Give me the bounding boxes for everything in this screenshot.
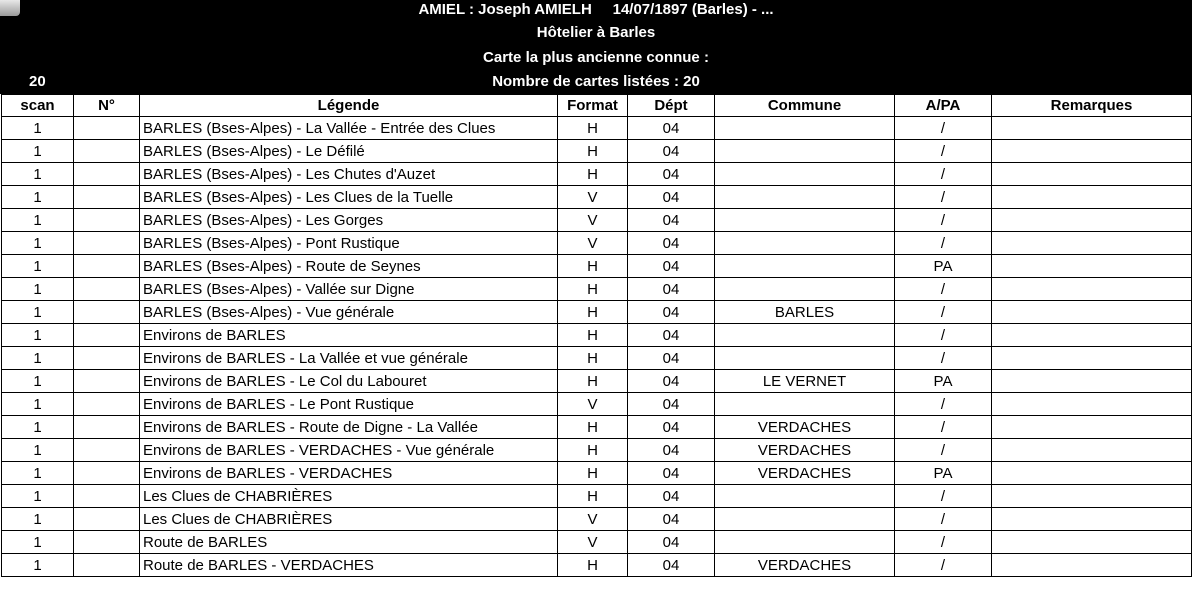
sheet-header xyxy=(0,0,1192,94)
remarks-cell[interactable] xyxy=(992,347,1192,370)
apa-cell[interactable]: / xyxy=(895,416,992,439)
number-cell[interactable] xyxy=(74,347,140,370)
table-row xyxy=(2,324,1192,347)
commune-cell[interactable]: VERDACHES xyxy=(715,554,895,577)
scan-cell[interactable]: 1 xyxy=(2,140,74,163)
legend-cell[interactable]: BARLES (Bses-Alpes) - Les Chutes d'Auzet xyxy=(140,163,558,186)
dept-cell[interactable]: 04 xyxy=(628,278,715,301)
scan-cell[interactable]: 1 xyxy=(2,439,74,462)
format-cell[interactable]: H xyxy=(558,485,628,508)
remarks-cell[interactable] xyxy=(992,485,1192,508)
format-cell[interactable]: H xyxy=(558,140,628,163)
scan-cell[interactable]: 1 xyxy=(2,370,74,393)
remarks-cell[interactable] xyxy=(992,393,1192,416)
dept-cell[interactable]: 04 xyxy=(628,393,715,416)
number-cell[interactable] xyxy=(74,416,140,439)
format-cell[interactable]: H xyxy=(558,117,628,140)
scan-cell[interactable]: 1 xyxy=(2,347,74,370)
remarks-cell[interactable] xyxy=(992,209,1192,232)
number-cell[interactable] xyxy=(74,232,140,255)
column-header[interactable]: Format xyxy=(558,95,628,117)
number-cell[interactable] xyxy=(74,531,140,554)
number-cell[interactable] xyxy=(74,370,140,393)
dept-cell[interactable]: 04 xyxy=(628,416,715,439)
number-cell[interactable] xyxy=(74,255,140,278)
commune-cell[interactable] xyxy=(715,508,895,531)
dept-cell[interactable]: 04 xyxy=(628,232,715,255)
remarks-cell[interactable] xyxy=(992,531,1192,554)
table-row xyxy=(2,301,1192,324)
format-cell[interactable]: H xyxy=(558,462,628,485)
legend-cell[interactable]: BARLES (Bses-Alpes) - Pont Rustique xyxy=(140,232,558,255)
apa-cell[interactable]: / xyxy=(895,278,992,301)
dept-cell[interactable]: 04 xyxy=(628,117,715,140)
number-cell[interactable] xyxy=(74,393,140,416)
number-cell[interactable] xyxy=(74,117,140,140)
column-header[interactable]: Dépt xyxy=(628,95,715,117)
remarks-cell[interactable] xyxy=(992,462,1192,485)
remarks-cell[interactable] xyxy=(992,278,1192,301)
commune-cell[interactable] xyxy=(715,531,895,554)
number-cell[interactable] xyxy=(74,439,140,462)
apa-cell[interactable]: PA xyxy=(895,462,992,485)
dept-cell[interactable]: 04 xyxy=(628,462,715,485)
legend-cell[interactable]: Environs de BARLES - Route de Digne - La Vallée xyxy=(140,416,558,439)
number-cell[interactable] xyxy=(74,140,140,163)
table-row xyxy=(2,393,1192,416)
commune-cell[interactable] xyxy=(715,255,895,278)
format-cell[interactable]: V xyxy=(558,186,628,209)
format-cell[interactable]: V xyxy=(558,531,628,554)
scan-cell[interactable]: 1 xyxy=(2,393,74,416)
table-row xyxy=(2,163,1192,186)
legend-cell[interactable]: Les Clues de CHABRIÈRES xyxy=(140,485,558,508)
commune-cell[interactable] xyxy=(715,117,895,140)
dept-cell[interactable]: 04 xyxy=(628,531,715,554)
sheet-corner-tab[interactable] xyxy=(0,0,20,16)
table-row xyxy=(2,117,1192,140)
apa-cell[interactable]: / xyxy=(895,554,992,577)
commune-cell[interactable]: VERDACHES xyxy=(715,416,895,439)
apa-cell[interactable]: PA xyxy=(895,370,992,393)
scan-cell[interactable]: 1 xyxy=(2,163,74,186)
legend-cell[interactable]: BARLES (Bses-Alpes) - Les Gorges xyxy=(140,209,558,232)
table-row xyxy=(2,370,1192,393)
format-cell[interactable]: H xyxy=(558,255,628,278)
scan-cell[interactable]: 1 xyxy=(2,508,74,531)
dept-cell[interactable]: 04 xyxy=(628,140,715,163)
apa-cell[interactable]: / xyxy=(895,301,992,324)
legend-cell[interactable]: Environs de BARLES - VERDACHES xyxy=(140,462,558,485)
dept-cell[interactable]: 04 xyxy=(628,324,715,347)
number-cell[interactable] xyxy=(74,554,140,577)
remarks-cell[interactable] xyxy=(992,370,1192,393)
table-row xyxy=(2,186,1192,209)
commune-cell[interactable] xyxy=(715,186,895,209)
table-row xyxy=(2,485,1192,508)
remarks-cell[interactable] xyxy=(992,416,1192,439)
format-cell[interactable]: H xyxy=(558,370,628,393)
commune-cell[interactable]: VERDACHES xyxy=(715,439,895,462)
remarks-cell[interactable] xyxy=(992,301,1192,324)
scan-cell[interactable]: 1 xyxy=(2,554,74,577)
remarks-cell[interactable] xyxy=(992,324,1192,347)
apa-cell[interactable]: / xyxy=(895,439,992,462)
header-profession: Hôtelier à Barles xyxy=(536,24,656,41)
number-cell[interactable] xyxy=(74,278,140,301)
number-cell[interactable] xyxy=(74,462,140,485)
remarks-cell[interactable] xyxy=(992,255,1192,278)
commune-cell[interactable] xyxy=(715,347,895,370)
remarks-cell[interactable] xyxy=(992,554,1192,577)
legend-cell[interactable]: Les Clues de CHABRIÈRES xyxy=(140,508,558,531)
remarks-cell[interactable] xyxy=(992,232,1192,255)
commune-cell[interactable] xyxy=(715,232,895,255)
header-title: AMIEL : Joseph AMIELH 14/07/1897 (Barles) - ... xyxy=(418,1,774,18)
column-header[interactable]: N° xyxy=(74,95,140,117)
scan-cell[interactable]: 1 xyxy=(2,117,74,140)
table-row xyxy=(2,278,1192,301)
cards-table xyxy=(1,94,1192,577)
table-row xyxy=(2,462,1192,485)
apa-cell[interactable]: / xyxy=(895,531,992,554)
commune-cell[interactable] xyxy=(715,140,895,163)
dept-cell[interactable]: 04 xyxy=(628,554,715,577)
format-cell[interactable]: H xyxy=(558,163,628,186)
dept-cell[interactable]: 04 xyxy=(628,347,715,370)
table-row xyxy=(2,416,1192,439)
apa-cell[interactable]: / xyxy=(895,393,992,416)
apa-cell[interactable]: / xyxy=(895,485,992,508)
apa-cell[interactable]: / xyxy=(895,186,992,209)
format-cell[interactable]: V xyxy=(558,508,628,531)
column-header[interactable]: Légende xyxy=(140,95,558,117)
dept-cell[interactable]: 04 xyxy=(628,508,715,531)
format-cell[interactable]: H xyxy=(558,347,628,370)
commune-cell[interactable]: LE VERNET xyxy=(715,370,895,393)
legend-cell[interactable]: Route de BARLES xyxy=(140,531,558,554)
dept-cell[interactable]: 04 xyxy=(628,163,715,186)
format-cell[interactable]: H xyxy=(558,301,628,324)
apa-cell[interactable]: / xyxy=(895,347,992,370)
table-row xyxy=(2,140,1192,163)
legend-cell[interactable]: Environs de BARLES - La Vallée et vue générale xyxy=(140,347,558,370)
commune-cell[interactable] xyxy=(715,209,895,232)
table-header-row xyxy=(2,95,1192,117)
commune-cell[interactable]: BARLES xyxy=(715,301,895,324)
table-row xyxy=(2,347,1192,370)
commune-cell[interactable] xyxy=(715,278,895,301)
apa-cell[interactable]: / xyxy=(895,508,992,531)
table-row xyxy=(2,531,1192,554)
remarks-cell[interactable] xyxy=(992,186,1192,209)
header-oldest-card: Carte la plus ancienne connue : xyxy=(483,49,709,66)
format-cell[interactable]: H xyxy=(558,278,628,301)
dept-cell[interactable]: 04 xyxy=(628,370,715,393)
column-header[interactable]: scan xyxy=(2,95,74,117)
table-row xyxy=(2,508,1192,531)
legend-cell[interactable]: Route de BARLES - VERDACHES xyxy=(140,554,558,577)
legend-cell[interactable]: BARLES (Bses-Alpes) - Le Défilé xyxy=(140,140,558,163)
scan-cell[interactable]: 1 xyxy=(2,301,74,324)
column-header[interactable]: A/PA xyxy=(895,95,992,117)
legend-cell[interactable]: BARLES (Bses-Alpes) - La Vallée - Entrée des Clues xyxy=(140,117,558,140)
scan-cell[interactable]: 1 xyxy=(2,278,74,301)
table-row xyxy=(2,554,1192,577)
number-cell[interactable] xyxy=(74,163,140,186)
format-cell[interactable]: V xyxy=(558,232,628,255)
number-cell[interactable] xyxy=(74,485,140,508)
dept-cell[interactable]: 04 xyxy=(628,255,715,278)
legend-cell[interactable]: BARLES (Bses-Alpes) - Vallée sur Digne xyxy=(140,278,558,301)
number-cell[interactable] xyxy=(74,301,140,324)
dept-cell[interactable]: 04 xyxy=(628,439,715,462)
apa-cell[interactable]: / xyxy=(895,209,992,232)
apa-cell[interactable]: / xyxy=(895,140,992,163)
table-row xyxy=(2,209,1192,232)
format-cell[interactable]: V xyxy=(558,209,628,232)
dept-cell[interactable]: 04 xyxy=(628,186,715,209)
scan-cell[interactable]: 1 xyxy=(2,209,74,232)
column-header[interactable]: Remarques xyxy=(992,95,1192,117)
remarks-cell[interactable] xyxy=(992,140,1192,163)
legend-cell[interactable]: Environs de BARLES - VERDACHES - Vue générale xyxy=(140,439,558,462)
scan-cell[interactable]: 1 xyxy=(2,531,74,554)
format-cell[interactable]: H xyxy=(558,554,628,577)
dept-cell[interactable]: 04 xyxy=(628,485,715,508)
remarks-cell[interactable] xyxy=(992,163,1192,186)
dept-cell[interactable]: 04 xyxy=(628,301,715,324)
format-cell[interactable]: V xyxy=(558,393,628,416)
format-cell[interactable]: H xyxy=(558,416,628,439)
commune-cell[interactable] xyxy=(715,163,895,186)
remarks-cell[interactable] xyxy=(992,508,1192,531)
commune-cell[interactable] xyxy=(715,324,895,347)
apa-cell[interactable]: / xyxy=(895,324,992,347)
number-cell[interactable] xyxy=(74,324,140,347)
scan-cell[interactable]: 1 xyxy=(2,485,74,508)
dept-cell[interactable]: 04 xyxy=(628,209,715,232)
header-card-count-label: Nombre de cartes listées : 20 xyxy=(492,73,700,90)
remarks-cell[interactable] xyxy=(992,439,1192,462)
apa-cell[interactable]: / xyxy=(895,163,992,186)
format-cell[interactable]: H xyxy=(558,324,628,347)
legend-cell[interactable]: Environs de BARLES xyxy=(140,324,558,347)
number-cell[interactable] xyxy=(74,508,140,531)
scan-cell[interactable]: 1 xyxy=(2,186,74,209)
legend-cell[interactable]: Environs de BARLES - Le Col du Labouret xyxy=(140,370,558,393)
scan-cell[interactable]: 1 xyxy=(2,416,74,439)
format-cell[interactable]: H xyxy=(558,439,628,462)
remarks-cell[interactable] xyxy=(992,117,1192,140)
scan-cell[interactable]: 1 xyxy=(2,324,74,347)
scan-cell[interactable]: 1 xyxy=(2,462,74,485)
legend-cell[interactable]: BARLES (Bses-Alpes) - Les Clues de la Tuelle xyxy=(140,186,558,209)
number-cell[interactable] xyxy=(74,186,140,209)
scan-cell[interactable]: 1 xyxy=(2,232,74,255)
apa-cell[interactable]: PA xyxy=(895,255,992,278)
legend-cell[interactable]: BARLES (Bses-Alpes) - Vue générale xyxy=(140,301,558,324)
table-row xyxy=(2,255,1192,278)
scan-cell[interactable]: 1 xyxy=(2,255,74,278)
apa-cell[interactable]: / xyxy=(895,232,992,255)
column-header[interactable]: Commune xyxy=(715,95,895,117)
legend-cell[interactable]: BARLES (Bses-Alpes) - Route de Seynes xyxy=(140,255,558,278)
commune-cell[interactable] xyxy=(715,393,895,416)
table-row xyxy=(2,439,1192,462)
legend-cell[interactable]: Environs de BARLES - Le Pont Rustique xyxy=(140,393,558,416)
commune-cell[interactable] xyxy=(715,485,895,508)
commune-cell[interactable]: VERDACHES xyxy=(715,462,895,485)
apa-cell[interactable]: / xyxy=(895,117,992,140)
table-row xyxy=(2,232,1192,255)
number-cell[interactable] xyxy=(74,209,140,232)
header-count: 20 xyxy=(29,73,46,90)
